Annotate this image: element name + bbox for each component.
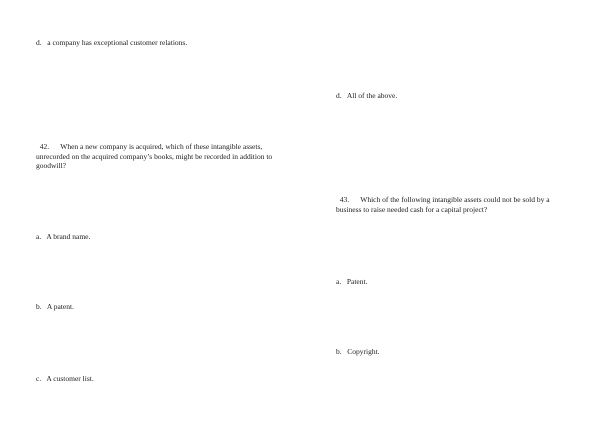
q42-option-a: a. A brand name.: [36, 232, 91, 241]
q43-option-a: a. Patent.: [336, 277, 368, 286]
q41-option-d: d. a company has exceptional customer relations.: [36, 38, 188, 47]
q42prev-option-d: d. All of the above.: [336, 91, 398, 100]
q42-option-b: b. A patent.: [36, 302, 74, 311]
q42-option-c: c. A customer list.: [36, 374, 94, 383]
question-43-text: 43. Which of the following intangible assets could not be sold by a business to raise needed cash for a capital project?: [336, 195, 552, 214]
question-42-text: 42. When a new company is acquired, which of these intangible assets, unrecorded on the acquired company’s books, might be recorded in addition to goodwill?: [36, 142, 275, 171]
q43-option-b: b. Copyright.: [336, 347, 380, 356]
